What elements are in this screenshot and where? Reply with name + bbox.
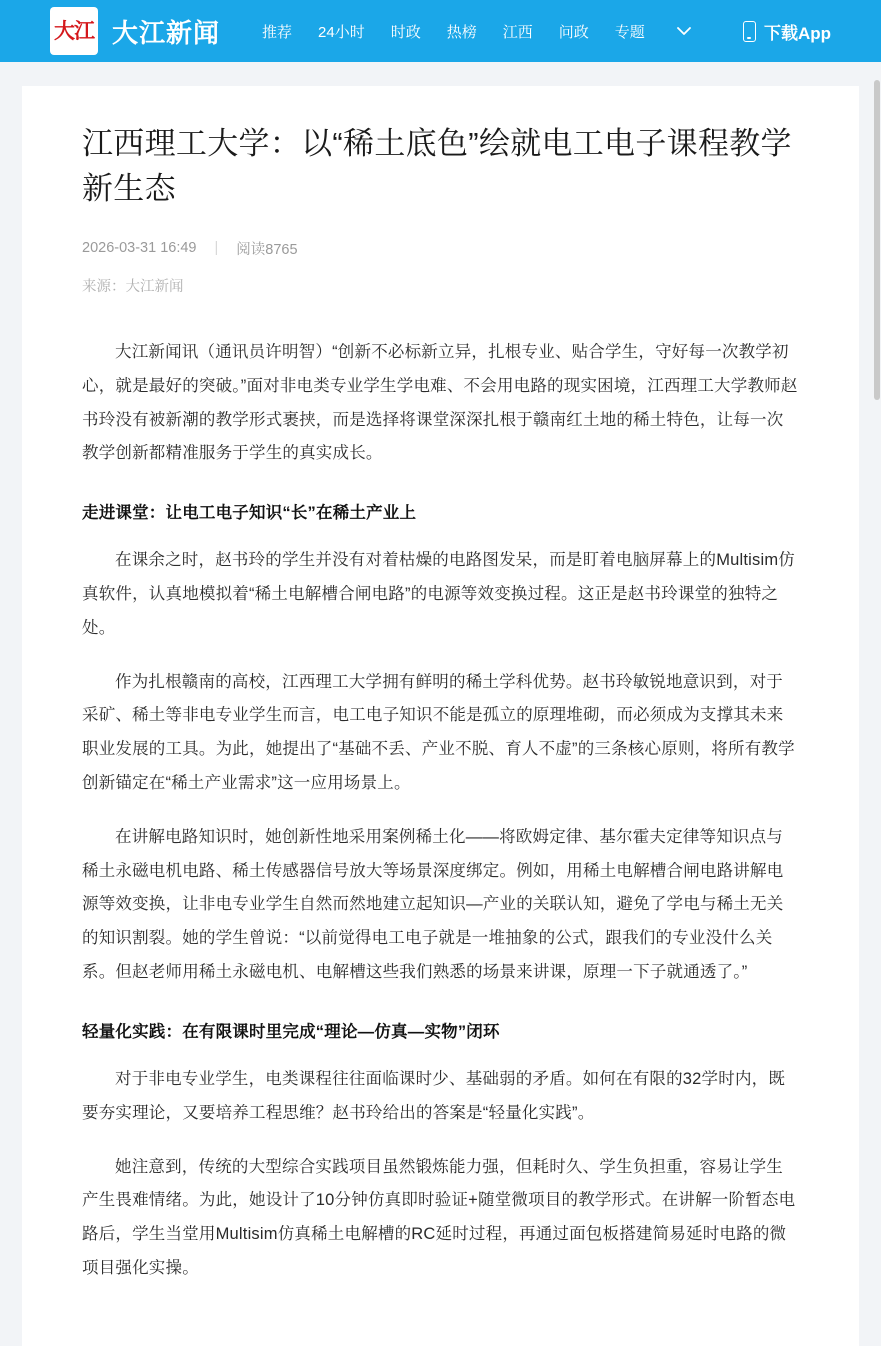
publish-date: 2026-03-31 16:49 <box>82 240 197 257</box>
nav-item-inquiry[interactable]: 问政 <box>558 23 589 41</box>
article-meta <box>82 238 799 259</box>
article-body <box>82 336 799 1286</box>
chevron-down-icon <box>677 27 691 36</box>
nav-item-topics[interactable]: 专题 <box>614 23 645 41</box>
download-app-label[interactable]: 下载App <box>763 23 831 43</box>
nav-item-recommend[interactable]: 推荐 <box>262 23 293 41</box>
article-paragraph: 对于非电专业学生，电类课程往往面临课时少、基础弱的矛盾。如何在有限的32学时内，既要夯实理论，又要培养工程思维？赵书玲给出的答案是“轻量化实践”。 <box>82 1069 786 1122</box>
article-paragraph: 她注意到，传统的大型综合实践项目虽然锻炼能力强，但耗时久、学生负担重，容易让学生产生畏难情绪。为此，她设计了10分钟仿真即时验证+随堂微项目的教学形式。在讲解一阶暂态电路后，学生当堂用Multisim仿真稀土电解槽的RC延时过程，再通过面包板搭建简易延时电路的微项目强化实操。 <box>82 1157 796 1277</box>
page-scrollbar[interactable] <box>874 80 880 400</box>
page-title: 江西理工大学：以“稀土底色”绘就电工电子课程教学新生态 <box>82 126 792 206</box>
site-logo-text: 大江 <box>54 18 94 43</box>
article-card <box>22 86 859 1346</box>
meta-divider: | <box>214 240 219 257</box>
article-source: 来源：大江新闻 <box>82 278 184 295</box>
nav-item-24hours[interactable]: 24小时 <box>318 23 365 41</box>
phone-icon <box>743 21 756 42</box>
main-nav <box>262 21 691 42</box>
article-paragraph: 大江新闻讯（通讯员许明智）“创新不必标新立异，扎根专业、贴合学生，守好每一次教学初心，就是最好的突破。”面对非电类专业学生学电难、不会用电路的现实困境，江西理工大学教师赵书玲没有被新潮的教学形式裹挟，而是选择将课堂深深扎根于赣南红土地的稀土特色，让每一次教学创新都精准服务于学生的真实成长。 <box>82 342 798 463</box>
header-download-area[interactable] <box>743 19 865 44</box>
article-subheading: 走进课堂：让电工电子知识“长”在稀土产业上 <box>82 504 417 523</box>
nav-item-jiangxi[interactable]: 江西 <box>502 23 533 41</box>
read-count: 阅读8765 <box>236 241 298 258</box>
page-background <box>0 62 881 1346</box>
brand-title: 大江新闻 <box>112 17 221 48</box>
article-subheading: 轻量化实践：在有限课时里完成“理论—仿真—实物”闭环 <box>82 1022 500 1041</box>
article-paragraph: 在讲解电路知识时，她创新性地采用案例稀土化——将欧姆定律、基尔霍夫定律等知识点与稀土永磁电机电路、稀土传感器信号放大等场景深度绑定。例如，用稀土电解槽合闸电路讲解电源等效变换，让非电专业学生自然而然地建立起知识—产业的关联认知，避免了学电与稀土无关的知识割裂。她的学生曾说：“以前觉得电工电子就是一堆抽象的公式，跟我们的专业没什么关系。但赵老师用稀土永磁电机、电解槽这些我们熟悉的场景来讲课，原理一下子就通透了。” <box>82 827 784 982</box>
nav-item-hotlist[interactable]: 热榜 <box>446 23 477 41</box>
nav-more-button[interactable] <box>677 27 691 36</box>
article-paragraph: 在课余之时，赵书玲的学生并没有对着枯燥的电路图发呆，而是盯着电脑屏幕上的Multisim仿真软件，认真地模拟着“稀土电解槽合闸电路”的电源等效变换过程。这正是赵书玲课堂的独特之处。 <box>82 551 795 637</box>
site-header <box>0 0 881 62</box>
article-paragraph: 作为扎根赣南的高校，江西理工大学拥有鲜明的稀土学科优势。赵书玲敏锐地意识到，对于采矿、稀土等非电专业学生而言，电工电子知识不能是孤立的原理堆砌，而必须成为支撑其未来职业发展的工具。为此，她提出了“基础不丢、产业不脱、育人不虚”的三条核心原则，将所有教学创新锚定在“稀土产业需求”这一应用场景上。 <box>82 672 795 792</box>
site-logo[interactable] <box>50 7 98 55</box>
nav-item-politics[interactable]: 时政 <box>390 23 421 41</box>
